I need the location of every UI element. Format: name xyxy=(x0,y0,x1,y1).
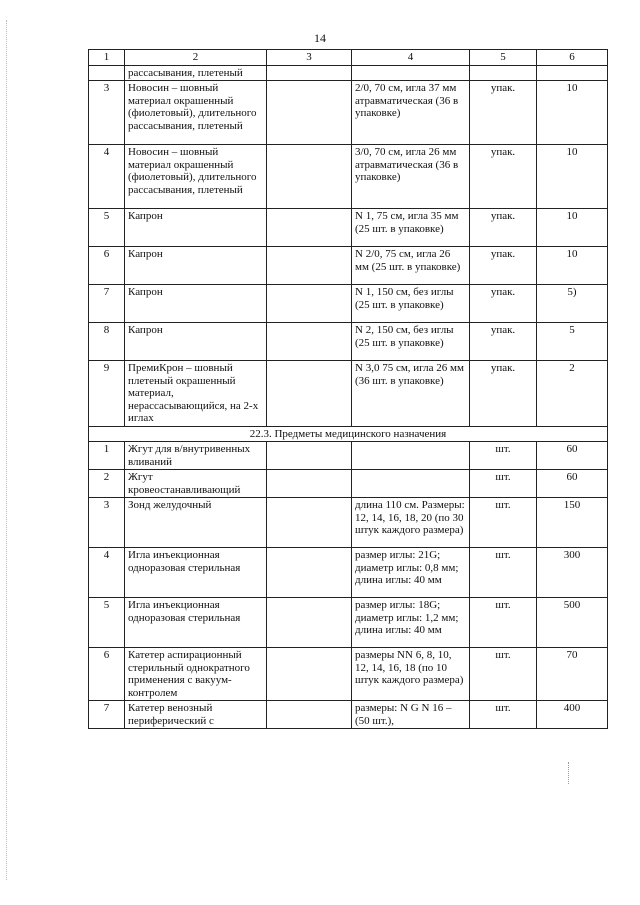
item-unit: шт. xyxy=(470,442,537,470)
continuation-row xyxy=(89,65,608,81)
item-spec: размеры: N G N 16 – (50 шт.), xyxy=(352,701,470,729)
table-row xyxy=(89,498,608,548)
empty-cell xyxy=(267,285,352,323)
table-row xyxy=(89,81,608,145)
item-spec: размеры NN 6, 8, 10, 12, 14, 16, 18 (по 10 штук каждого размера) xyxy=(352,648,470,701)
item-quantity: 70 xyxy=(537,648,608,701)
item-unit: шт. xyxy=(470,701,537,729)
item-name: Катетер венозный периферический с xyxy=(125,701,267,729)
empty-cell xyxy=(267,598,352,648)
item-name: Игла инъекционная одноразовая стерильная xyxy=(125,548,267,598)
item-quantity: 300 xyxy=(537,548,608,598)
item-spec: размер иглы: 18G; диаметр иглы: 1,2 мм; длина иглы: 40 мм xyxy=(352,598,470,648)
row-number: 3 xyxy=(89,81,125,145)
item-quantity: 5 xyxy=(537,323,608,361)
row-number: 4 xyxy=(89,145,125,209)
item-spec xyxy=(352,470,470,498)
header-cell: 2 xyxy=(125,50,267,66)
item-unit: упак. xyxy=(470,285,537,323)
scan-edge-artifact xyxy=(6,20,7,880)
item-name: Капрон xyxy=(125,323,267,361)
item-unit: упак. xyxy=(470,81,537,145)
item-name: Капрон xyxy=(125,209,267,247)
item-spec xyxy=(352,442,470,470)
empty-cell xyxy=(267,81,352,145)
header-cell: 1 xyxy=(89,50,125,66)
table-row xyxy=(89,361,608,427)
row-number: 6 xyxy=(89,648,125,701)
item-name: Капрон xyxy=(125,285,267,323)
section-row xyxy=(89,426,608,442)
row-number: 6 xyxy=(89,247,125,285)
item-unit: упак. xyxy=(470,145,537,209)
item-unit: упак. xyxy=(470,323,537,361)
item-quantity: 10 xyxy=(537,145,608,209)
item-quantity: 5) xyxy=(537,285,608,323)
item-quantity: 10 xyxy=(537,247,608,285)
header-cell: 3 xyxy=(267,50,352,66)
row-number: 9 xyxy=(89,361,125,427)
supplies-table xyxy=(88,49,608,729)
item-spec: 2/0, 70 см, игла 37 мм атравматическая (36 в упаковке) xyxy=(352,81,470,145)
row-number: 7 xyxy=(89,285,125,323)
row-number: 3 xyxy=(89,498,125,548)
item-spec: N 2, 150 см, без иглы (25 шт. в упаковке) xyxy=(352,323,470,361)
item-spec: 3/0, 70 см, игла 26 мм атравматическая (36 в упаковке) xyxy=(352,145,470,209)
empty-cell xyxy=(267,323,352,361)
item-name: Игла инъекционная одноразовая стерильная xyxy=(125,598,267,648)
scan-mark-artifact xyxy=(568,762,571,784)
item-quantity: 500 xyxy=(537,598,608,648)
empty-cell xyxy=(267,361,352,427)
item-quantity: 10 xyxy=(537,81,608,145)
row-number: 7 xyxy=(89,701,125,729)
item-unit: упак. xyxy=(470,209,537,247)
header-cell: 5 xyxy=(470,50,537,66)
item-unit: шт. xyxy=(470,470,537,498)
table-row xyxy=(89,247,608,285)
item-quantity: 60 xyxy=(537,470,608,498)
row-number: 8 xyxy=(89,323,125,361)
section-title: 22.3. Предметы медицинского назначения xyxy=(89,426,608,442)
header-cell: 4 xyxy=(352,50,470,66)
table-row xyxy=(89,145,608,209)
item-unit: упак. xyxy=(470,247,537,285)
item-name: Новосин – шовный материал окрашенный (фиолетовый), длительного рассасывания, плетеный xyxy=(125,145,267,209)
empty-cell xyxy=(267,701,352,729)
item-unit: шт. xyxy=(470,498,537,548)
empty-cell xyxy=(267,548,352,598)
item-name: Новосин – шовный материал окрашенный (фиолетовый), длительного рассасывания, плетеный xyxy=(125,81,267,145)
table-row xyxy=(89,285,608,323)
item-unit: шт. xyxy=(470,548,537,598)
item-name: Жгут кровеостанавливающий xyxy=(125,470,267,498)
table-row xyxy=(89,209,608,247)
item-quantity: 150 xyxy=(537,498,608,548)
table-row xyxy=(89,598,608,648)
table-row xyxy=(89,470,608,498)
item-spec: N 1, 150 см, без иглы (25 шт. в упаковке) xyxy=(352,285,470,323)
empty-cell xyxy=(267,470,352,498)
row-number: 1 xyxy=(89,442,125,470)
item-quantity: 400 xyxy=(537,701,608,729)
row-number: 4 xyxy=(89,548,125,598)
header-cell: 6 xyxy=(537,50,608,66)
empty-cell xyxy=(267,442,352,470)
item-spec: N 3,0 75 см, игла 26 мм (36 шт. в упаковке) xyxy=(352,361,470,427)
row-number: 5 xyxy=(89,209,125,247)
empty-cell xyxy=(267,498,352,548)
item-name: Капрон xyxy=(125,247,267,285)
item-name: Катетер аспирационный стерильный однократного применения с вакуум-контролем xyxy=(125,648,267,701)
item-spec: размер иглы: 21G; диаметр иглы: 0,8 мм; длина иглы: 40 мм xyxy=(352,548,470,598)
table-row xyxy=(89,442,608,470)
row-number: 5 xyxy=(89,598,125,648)
item-unit: шт. xyxy=(470,598,537,648)
empty-cell xyxy=(267,648,352,701)
table-row xyxy=(89,701,608,729)
item-quantity: 10 xyxy=(537,209,608,247)
row-number: 2 xyxy=(89,470,125,498)
empty-cell xyxy=(267,209,352,247)
item-unit: упак. xyxy=(470,361,537,427)
continuation-text: рассасывания, плетеный xyxy=(125,65,267,81)
table-row xyxy=(89,548,608,598)
item-name: Жгут для в/внутривенных вливаний xyxy=(125,442,267,470)
empty-cell xyxy=(267,247,352,285)
table-row xyxy=(89,648,608,701)
empty-cell xyxy=(267,145,352,209)
page-number: 14 xyxy=(314,31,326,45)
item-name: ПремиКрон – шовный плетеный окрашенный материал, нерассасывающийся, на 2-х иглах xyxy=(125,361,267,427)
table-row xyxy=(89,323,608,361)
item-quantity: 60 xyxy=(537,442,608,470)
item-spec: длина 110 см. Размеры: 12, 14, 16, 18, 20 (по 30 штук каждого размера) xyxy=(352,498,470,548)
column-number-header xyxy=(89,50,608,66)
item-quantity: 2 xyxy=(537,361,608,427)
item-spec: N 2/0, 75 см, игла 26 мм (25 шт. в упаковке) xyxy=(352,247,470,285)
item-name: Зонд желудочный xyxy=(125,498,267,548)
item-spec: N 1, 75 см, игла 35 мм (25 шт. в упаковке) xyxy=(352,209,470,247)
item-unit: шт. xyxy=(470,648,537,701)
